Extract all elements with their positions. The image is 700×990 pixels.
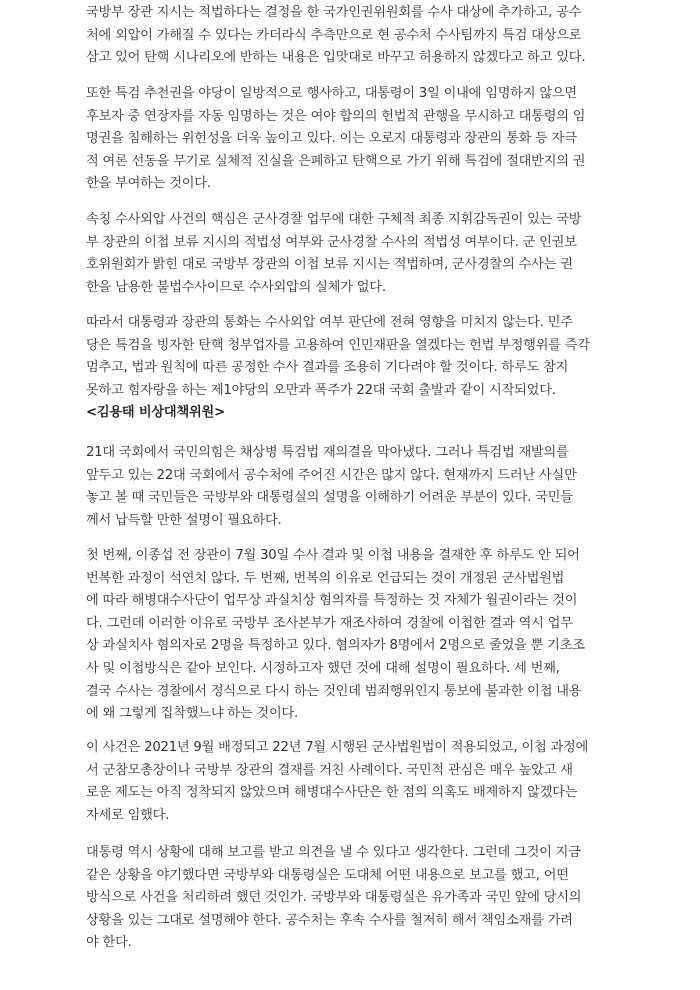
text-line: 상황을 있는 그대로 설명해야 한다. 공수처는 후속 수사를 철저히 해서 책임소재를 가려 <box>86 912 573 928</box>
text-line: 상 과실치사 혐의자로 2명을 특정하고 있다. 혐의자가 8명에서 2명으로 줄었을 뿐 기초조 <box>86 638 585 654</box>
text-line: 결국 수사는 경찰에서 정식으로 다시 하는 것인데 범죄행위인지 통보에 불과한 이첩 내용 <box>86 683 582 699</box>
text-line: 한을 남용한 불법수사이므로 수사외압의 실체가 없다. <box>86 279 386 295</box>
text-line: 자세로 임했다. <box>86 807 170 823</box>
paragraph-s2-1 <box>86 442 646 532</box>
text-line: 또한 특검 추천권을 야당이 일방적으로 행사하고, 대통령이 3일 이내에 임명하지 않으면 <box>86 86 577 101</box>
text-line: 에 왜 그렇게 집착했느냐 하는 것이다. <box>86 706 299 722</box>
text-line: 당은 특검을 빙자한 탄핵 청부업자를 고용하여 인민재판을 열겠다는 헌법 부정행위를 즉각 <box>86 337 590 353</box>
paragraph-s1-4 <box>86 312 646 402</box>
text-line: 이 사건은 2021년 9월 배정되고 22년 7월 시행된 군사법원법이 적용되었고, 이첩 과정에 <box>86 740 589 755</box>
text-line: 사 및 이첩방식은 같아 보인다. 시정하고자 했던 것에 대해 설명이 필요하다. 세 번째, <box>86 660 560 676</box>
text-line: 앞두고 있는 22대 국회에서 공수처에 주어진 시간은 많지 않다. 현재까지 드러난 사실만 <box>86 467 577 483</box>
text-line: 께서 납득할 만한 설명이 필요하다. <box>86 512 282 528</box>
text-line: 놓고 볼 때 국민들은 국방부와 대통령실의 설명을 이해하기 어려운 부분이 있다. 국민들 <box>86 490 573 506</box>
text-line: 적 여론 선동을 무기로 실체적 진실을 은폐하고 탄핵으로 가기 위해 특검에 절대반지의 권 <box>86 153 586 169</box>
paragraph-s1-1 <box>86 2 646 70</box>
text-line: 한을 부여하는 것이다. <box>86 176 211 192</box>
paragraph-s2-3 <box>86 737 646 827</box>
paragraph-s2-4 <box>86 842 646 955</box>
text-line: 에 따라 해병대수사단이 업무상 과실치상 혐의자를 특정하는 것 자체가 월권이라는 것이 <box>86 593 578 609</box>
text-line: 따라서 대통령과 장관의 통화는 수사외압 여부 판단에 전혀 영향을 미치지 않는다. 민주 <box>86 315 573 330</box>
text-line: 못하고 힘자랑을 하는 제1야당의 오만과 폭주가 22대 국회 출발과 같이 시작되었다. <box>86 382 556 398</box>
text-line: 로운 제도는 아직 정착되지 않았으며 해병대수사단은 한 점의 의혹도 배제하지 않겠다는 <box>86 785 578 801</box>
text-line: 야 한다. <box>86 935 132 951</box>
text-line: 호위원회가 밝힌 대로 국방부 장관의 이첩 보류 지시는 적법하며, 군사경찰의 수사는 권 <box>86 257 573 273</box>
text-line: 방식으로 사건을 처리하려 했던 것인가. 국방부와 대통령실은 유가족과 국민 앞에 당시의 <box>86 890 582 906</box>
text-line: 번복한 과정이 석연치 않다. 두 번째, 번복의 이유로 언급되는 것이 개정된 군사법원법 <box>86 570 565 586</box>
text-line: 명권을 침해하는 위헌성을 더욱 높이고 있다. 이는 오로지 대통령과 장관의 통화 등 자극 <box>86 131 577 147</box>
paragraph-s1-2 <box>86 83 646 196</box>
paragraph-s1-3 <box>86 209 646 299</box>
text-line: 국방부 장관 지시는 적법하다는 결정을 한 국가인권위원회를 수사 대상에 추가하고, 공수 <box>86 5 582 20</box>
text-line: 같은 상황을 야기했다면 국방부와 대통령실은 도대체 어떤 내용으로 보고를 했고, 어떤 <box>86 867 569 883</box>
text-line: 부 장관의 이첩 보류 지시의 적법성 여부와 군사경찰 수사의 적법성 여부이다. 군 인권보 <box>86 234 577 250</box>
text-line: 서 군참모총장이나 국방부 장관의 결재를 거친 사례이다. 국민적 관심은 매우 높았고 새 <box>86 762 573 778</box>
speaker-heading: <김용태 비상대책위원> <box>86 405 225 420</box>
text-line: 삼고 있어 탄핵 시나리오에 반하는 내용은 입맛대로 바꾸고 허용하지 않겠다고 하고 있다. <box>86 50 586 66</box>
paragraph-s2-2 <box>86 545 646 726</box>
text-line: 후보자 중 연장자를 자동 임명하는 것은 여야 합의의 헌법적 관행을 무시하고 대통령의 임 <box>86 108 586 124</box>
text-line: 첫 번째, 이종섭 전 장관이 7월 30일 수사 결과 및 이첩 내용을 결재한 후 하루도 안 되어 <box>86 548 580 563</box>
text-line: 속칭 수사외압 사건의 핵심은 군사경찰 업무에 대한 구체적 최종 지휘감독권이 있는 국방 <box>86 212 582 227</box>
text-line: 멈추고, 법과 원칙에 따른 공정한 수사 결과를 조용히 기다려야 할 것이다. 하루도 참지 <box>86 360 569 376</box>
text-line: 처에 외압이 가해질 수 있다는 카더라식 추측만으로 현 공수처 수사팀까지 특검 대상으로 <box>86 27 582 43</box>
text-line: 대통령 역시 상황에 대해 보고를 받고 의견을 낼 수 있다고 생각한다. 그런데 그것이 지금 <box>86 845 581 860</box>
text-line: 21대 국회에서 국민의힘은 채상병 특검법 재의결을 막아냈다. 그러나 특검법 재발의를 <box>86 445 569 460</box>
text-line: 다. 그런데 이러한 이유로 국방부 조사본부가 재조사하여 경찰에 이첩한 결과 역시 업무 <box>86 615 573 631</box>
